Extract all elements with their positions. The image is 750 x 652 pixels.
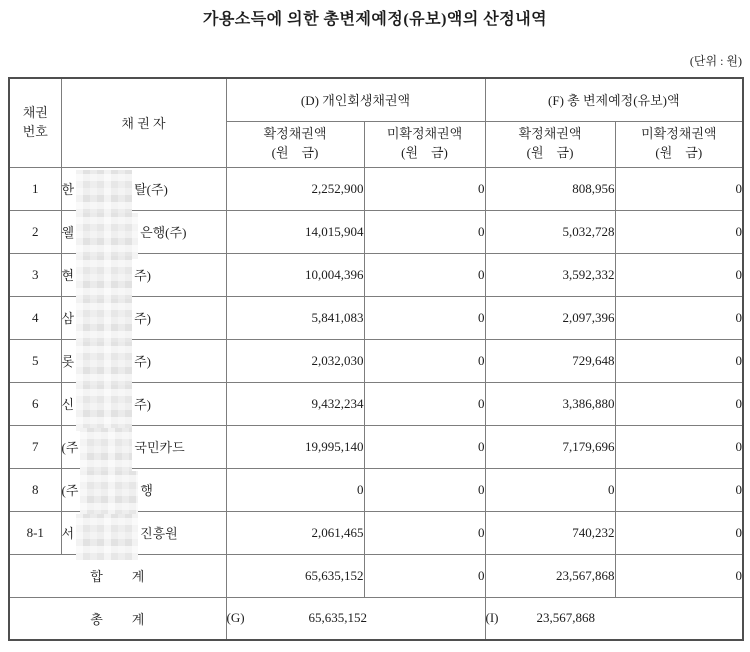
creditor-name-prefix: 신	[61, 397, 75, 412]
f-confirmed-amount: 3,592,332	[485, 253, 615, 296]
claim-number: 3	[9, 253, 61, 296]
redaction-mosaic	[80, 440, 132, 454]
d-confirmed-amount: 2,061,465	[226, 511, 364, 554]
i-value: 23,567,868	[536, 610, 596, 626]
header-f-unconfirmed-label: 미확정채권액	[641, 126, 717, 142]
f-confirmed-amount: 2,097,396	[485, 296, 615, 339]
creditor-cell	[61, 425, 226, 468]
redaction-mosaic	[76, 182, 132, 196]
f-unconfirmed-amount: 0	[615, 339, 743, 382]
d-unconfirmed-amount: 0	[364, 210, 485, 253]
g-value: 65,635,152	[308, 610, 368, 626]
table-row	[9, 468, 743, 511]
header-claim-number	[9, 78, 61, 167]
d-confirmed-amount: 5,841,083	[226, 296, 364, 339]
claim-number: 5	[9, 339, 61, 382]
unit-note: (단위 : 원)	[689, 54, 742, 68]
d-confirmed-amount: 14,015,904	[226, 210, 364, 253]
redaction-mosaic	[76, 225, 138, 239]
creditor-name-suffix: 진흥원	[140, 526, 178, 541]
d-confirmed-amount: 9,432,234	[226, 382, 364, 425]
d-unconfirmed-amount: 0	[364, 296, 485, 339]
redaction-mosaic	[76, 526, 138, 540]
grand-total-row	[9, 597, 743, 640]
header-f-confirmed-label: 확정채권액	[518, 126, 582, 142]
f-unconfirmed-amount: 0	[615, 382, 743, 425]
header-f-confirmed	[485, 121, 615, 167]
header-group-row	[9, 78, 743, 121]
table-row	[9, 511, 743, 554]
claim-number: 4	[9, 296, 61, 339]
d-confirmed-amount: 19,995,140	[226, 425, 364, 468]
d-unconfirmed-amount: 0	[364, 253, 485, 296]
creditor-name-prefix: (주	[61, 440, 79, 455]
table-row	[9, 382, 743, 425]
subtotal-f-confirmed: 23,567,868	[485, 554, 615, 597]
f-unconfirmed-amount: 0	[615, 167, 743, 210]
f-unconfirmed-amount: 0	[615, 425, 743, 468]
redaction-mosaic	[76, 311, 132, 325]
d-confirmed-amount: 2,252,900	[226, 167, 364, 210]
creditor-cell	[61, 253, 226, 296]
creditor-name-suffix: 주)	[134, 268, 151, 283]
header-claim-number-line1: 채권	[22, 104, 48, 120]
header-claim-number-line2: 번호	[22, 123, 48, 139]
i-label: (I)	[485, 610, 499, 626]
creditor-name-prefix: 롯	[61, 354, 75, 369]
d-unconfirmed-amount: 0	[364, 167, 485, 210]
header-group-d: (D) 개인회생채권액	[226, 78, 485, 121]
table-row	[9, 425, 743, 468]
creditor-name-prefix: 한	[61, 182, 75, 197]
page-title: 가용소득에 의한 총변제예정(유보)액의 산정내역	[202, 11, 548, 28]
header-creditor: 채 권 자	[61, 78, 226, 167]
header-d-confirmed-label: 확정채권액	[263, 126, 327, 142]
creditor-cell	[61, 296, 226, 339]
creditor-name-prefix: 현	[61, 268, 75, 283]
d-confirmed-amount: 0	[226, 468, 364, 511]
claim-number: 7	[9, 425, 61, 468]
claim-number: 2	[9, 210, 61, 253]
redaction-mosaic	[76, 354, 132, 368]
d-unconfirmed-amount: 0	[364, 511, 485, 554]
creditor-name-suffix: 주)	[134, 397, 151, 412]
creditor-name-suffix: 은행(주)	[140, 225, 187, 240]
d-confirmed-amount: 10,004,396	[226, 253, 364, 296]
header-d-unconfirmed	[364, 121, 485, 167]
claim-number: 8-1	[9, 511, 61, 554]
subtotal-d-unconfirmed: 0	[364, 554, 485, 597]
table-row	[9, 210, 743, 253]
subtotal-row	[9, 554, 743, 597]
creditor-name-prefix: (주	[61, 483, 79, 498]
f-unconfirmed-amount: 0	[615, 468, 743, 511]
creditor-name-suffix: 국민카드	[134, 440, 185, 455]
claim-number: 6	[9, 382, 61, 425]
f-confirmed-amount: 0	[485, 468, 615, 511]
f-confirmed-amount: 740,232	[485, 511, 615, 554]
header-group-f: (F) 총 변제예정(유보)액	[485, 78, 743, 121]
g-label: (G)	[226, 610, 245, 626]
creditor-name-prefix: 서	[61, 526, 75, 541]
grand-total-i-cell	[485, 597, 743, 640]
creditor-cell	[61, 210, 226, 253]
header-d-unconfirmed-label: 미확정채권액	[386, 126, 463, 142]
subtotal-label: 합 계	[9, 554, 226, 597]
d-unconfirmed-amount: 0	[364, 382, 485, 425]
f-confirmed-amount: 5,032,728	[485, 210, 615, 253]
redaction-mosaic	[80, 483, 138, 497]
creditor-name-suffix: 주)	[134, 311, 151, 326]
f-confirmed-amount: 729,648	[485, 339, 615, 382]
subtotal-d-confirmed: 65,635,152	[226, 554, 364, 597]
table-row	[9, 253, 743, 296]
creditor-cell	[61, 382, 226, 425]
creditor-cell	[61, 339, 226, 382]
redaction-mosaic	[76, 397, 132, 411]
redaction-mosaic	[76, 268, 132, 282]
creditor-name-prefix: 웰	[61, 225, 75, 240]
grand-total-g-cell	[226, 597, 485, 640]
creditor-name-suffix: 행	[140, 483, 153, 498]
header-f-confirmed-principal: (원 금)	[526, 145, 574, 160]
claim-number: 1	[9, 167, 61, 210]
header-d-unconfirmed-principal: (원 금)	[401, 145, 448, 160]
f-unconfirmed-amount: 0	[615, 210, 743, 253]
creditor-cell	[61, 468, 226, 511]
d-confirmed-amount: 2,032,030	[226, 339, 364, 382]
subtotal-f-unconfirmed: 0	[615, 554, 743, 597]
table-row	[9, 296, 743, 339]
creditor-cell	[61, 511, 226, 554]
creditor-name-suffix: 탈(주)	[134, 182, 168, 197]
creditor-cell	[61, 167, 226, 210]
creditor-name-suffix: 주)	[134, 354, 151, 369]
table-row	[9, 339, 743, 382]
f-unconfirmed-amount: 0	[615, 253, 743, 296]
f-confirmed-amount: 7,179,696	[485, 425, 615, 468]
header-f-unconfirmed-principal: (원 금)	[655, 145, 703, 160]
grand-total-label: 총 계	[9, 597, 226, 640]
header-d-confirmed-principal: (원 금)	[271, 145, 319, 160]
f-unconfirmed-amount: 0	[615, 296, 743, 339]
d-unconfirmed-amount: 0	[364, 468, 485, 511]
creditor-name-prefix: 삼	[61, 311, 75, 326]
repayment-calculation-table	[8, 77, 744, 641]
table-row	[9, 167, 743, 210]
f-confirmed-amount: 808,956	[485, 167, 615, 210]
header-d-confirmed	[226, 121, 364, 167]
claim-number: 8	[9, 468, 61, 511]
header-f-unconfirmed	[615, 121, 743, 167]
f-unconfirmed-amount: 0	[615, 511, 743, 554]
d-unconfirmed-amount: 0	[364, 339, 485, 382]
d-unconfirmed-amount: 0	[364, 425, 485, 468]
f-confirmed-amount: 3,386,880	[485, 382, 615, 425]
